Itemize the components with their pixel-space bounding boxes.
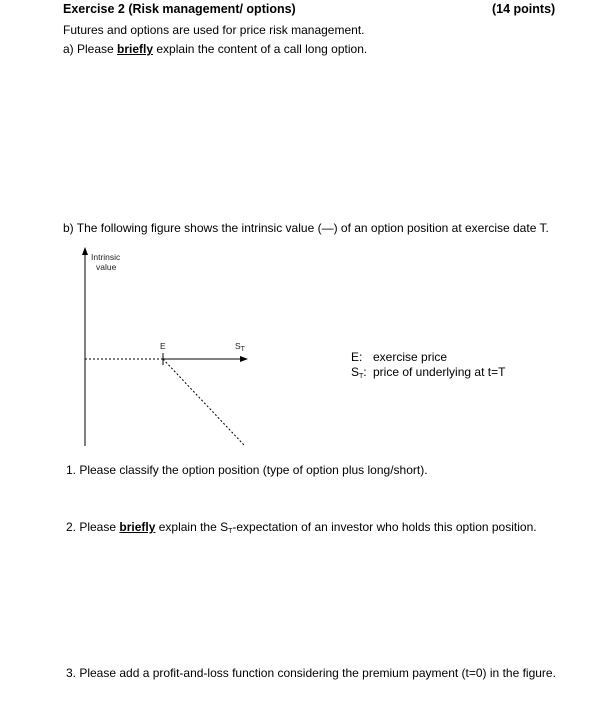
question-2 [66, 520, 537, 534]
legend-e-key: E: [351, 350, 363, 364]
points-label: (14 points) [492, 2, 556, 16]
question-2-sub: T [228, 528, 233, 535]
st-axis-label [235, 341, 245, 353]
legend-st-text: price of underlying at t=T [373, 365, 506, 379]
intrinsic-value-figure [60, 245, 260, 460]
question-1: 1. Please classify the option position (type of option plus long/short). [66, 463, 428, 477]
legend-st [351, 365, 505, 379]
y-axis-label-line2: value [96, 262, 117, 272]
e-axis-label: E [160, 341, 166, 351]
st-axis-label-main: S [235, 341, 241, 351]
question-2-emphasis: briefly [119, 520, 156, 534]
y-axis-label [91, 252, 120, 272]
question-2-suffix: -expectation of an investor who holds this option position. [232, 520, 537, 534]
st-axis-label-sub: T [240, 346, 245, 353]
question-b: b) The following figure shows the intrinsic value (—) of an option position at exercise date T. [63, 221, 549, 235]
y-axis-arrow [82, 247, 88, 255]
question-a-prefix: a) Please [63, 42, 118, 56]
intro-text: Futures and options are used for price risk management. [63, 23, 365, 37]
question-a-emphasis: briefly [117, 42, 154, 56]
question-2-prefix: 2. Please [66, 520, 120, 534]
payoff-line [163, 359, 244, 445]
legend-e [351, 350, 447, 364]
y-axis-label-line1: Intrinsic [91, 252, 121, 262]
exercise-title: Exercise 2 (Risk management/ options) [63, 2, 296, 16]
question-a-suffix: explain the content of a call long option. [153, 42, 368, 56]
question-3: 3. Please add a profit-and-loss function considering the premium payment (t=0) in the figure. [66, 666, 556, 680]
x-axis-arrow [240, 356, 248, 362]
legend-e-text: exercise price [373, 350, 448, 364]
question-2-middle: explain the S [155, 520, 229, 534]
legend-st-key-main: S [351, 365, 360, 379]
question-a [63, 42, 367, 56]
legend-st-key-colon: : [363, 365, 367, 379]
legend-st-key-sub: T [359, 373, 364, 380]
legend-st-key [351, 365, 373, 379]
